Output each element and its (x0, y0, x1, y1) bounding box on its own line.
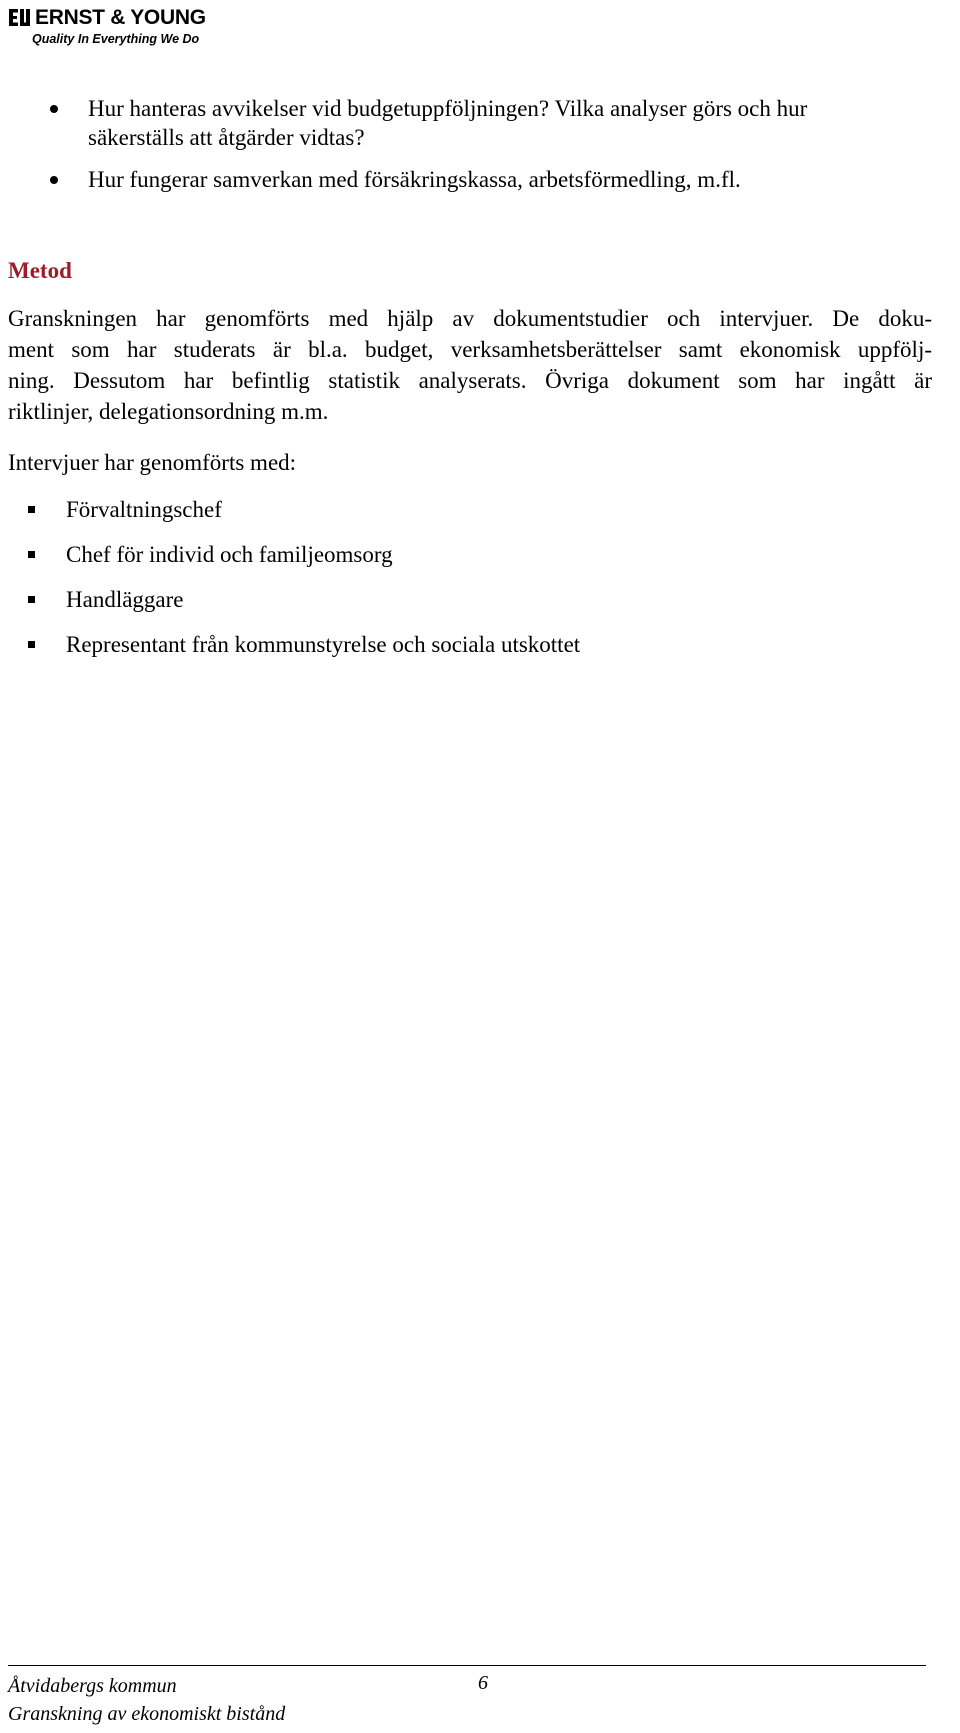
paragraph-line: riktlinjer, delegationsordning m.m. (8, 399, 329, 424)
ernst-young-logo (8, 4, 208, 48)
question-bullet-list (0, 94, 930, 207)
list-item (0, 495, 580, 525)
interviewee-label: Handläggare (66, 587, 184, 612)
method-paragraph (8, 303, 932, 427)
footer-organization: Åtvidabergs kommun (8, 1675, 177, 1697)
list-item-line: Hur hanteras avvikelser vid budgetuppföljningen? Vilka analyser görs och hur (88, 96, 808, 121)
logo-name: ERNST & YOUNG (35, 6, 206, 29)
bullet-dot-icon (50, 176, 58, 184)
page-number: 6 (478, 1672, 488, 1694)
paragraph-line: Granskningen har genomförts med hjälp av dokumentstudier och intervjuer. De doku- (8, 306, 932, 331)
interviews-intro: Intervjuer har genomförts med: (8, 450, 297, 475)
square-bullet-icon (28, 641, 35, 648)
footer-info (8, 1672, 285, 1728)
list-item (0, 585, 580, 615)
footer-divider (8, 1665, 926, 1666)
bullet-dot-icon (50, 105, 58, 113)
section-heading: Metod (8, 258, 72, 283)
interviewee-label: Förvaltningschef (66, 497, 222, 522)
list-item (0, 630, 580, 660)
list-item-line: säkerställs att åtgärder vidtas? (88, 125, 365, 150)
list-item-line: Hur fungerar samverkan med försäkringskassa, arbetsförmedling, m.fl. (88, 167, 741, 192)
paragraph-line: ning. Dessutom har befintlig statistik analyserats. Övriga dokument som har ingått är (8, 368, 932, 393)
square-bullet-icon (28, 596, 35, 603)
interviewee-list (0, 495, 580, 675)
ey-logo-mark-icon (8, 6, 32, 30)
square-bullet-icon (28, 551, 35, 558)
list-item (0, 165, 930, 194)
square-bullet-icon (28, 506, 35, 513)
list-item (0, 540, 580, 570)
list-item (0, 94, 930, 152)
logo-tagline: Quality In Everything We Do (32, 32, 200, 46)
interviewee-label: Chef för individ och familjeomsorg (66, 542, 393, 567)
interviewee-label: Representant från kommunstyrelse och sociala utskottet (66, 632, 581, 657)
footer-document-title: Granskning av ekonomiskt bistånd (8, 1703, 286, 1725)
paragraph-line: ment som har studerats är bl.a. budget, verksamhetsberättelser samt ekonomisk uppfölj- (8, 337, 932, 362)
